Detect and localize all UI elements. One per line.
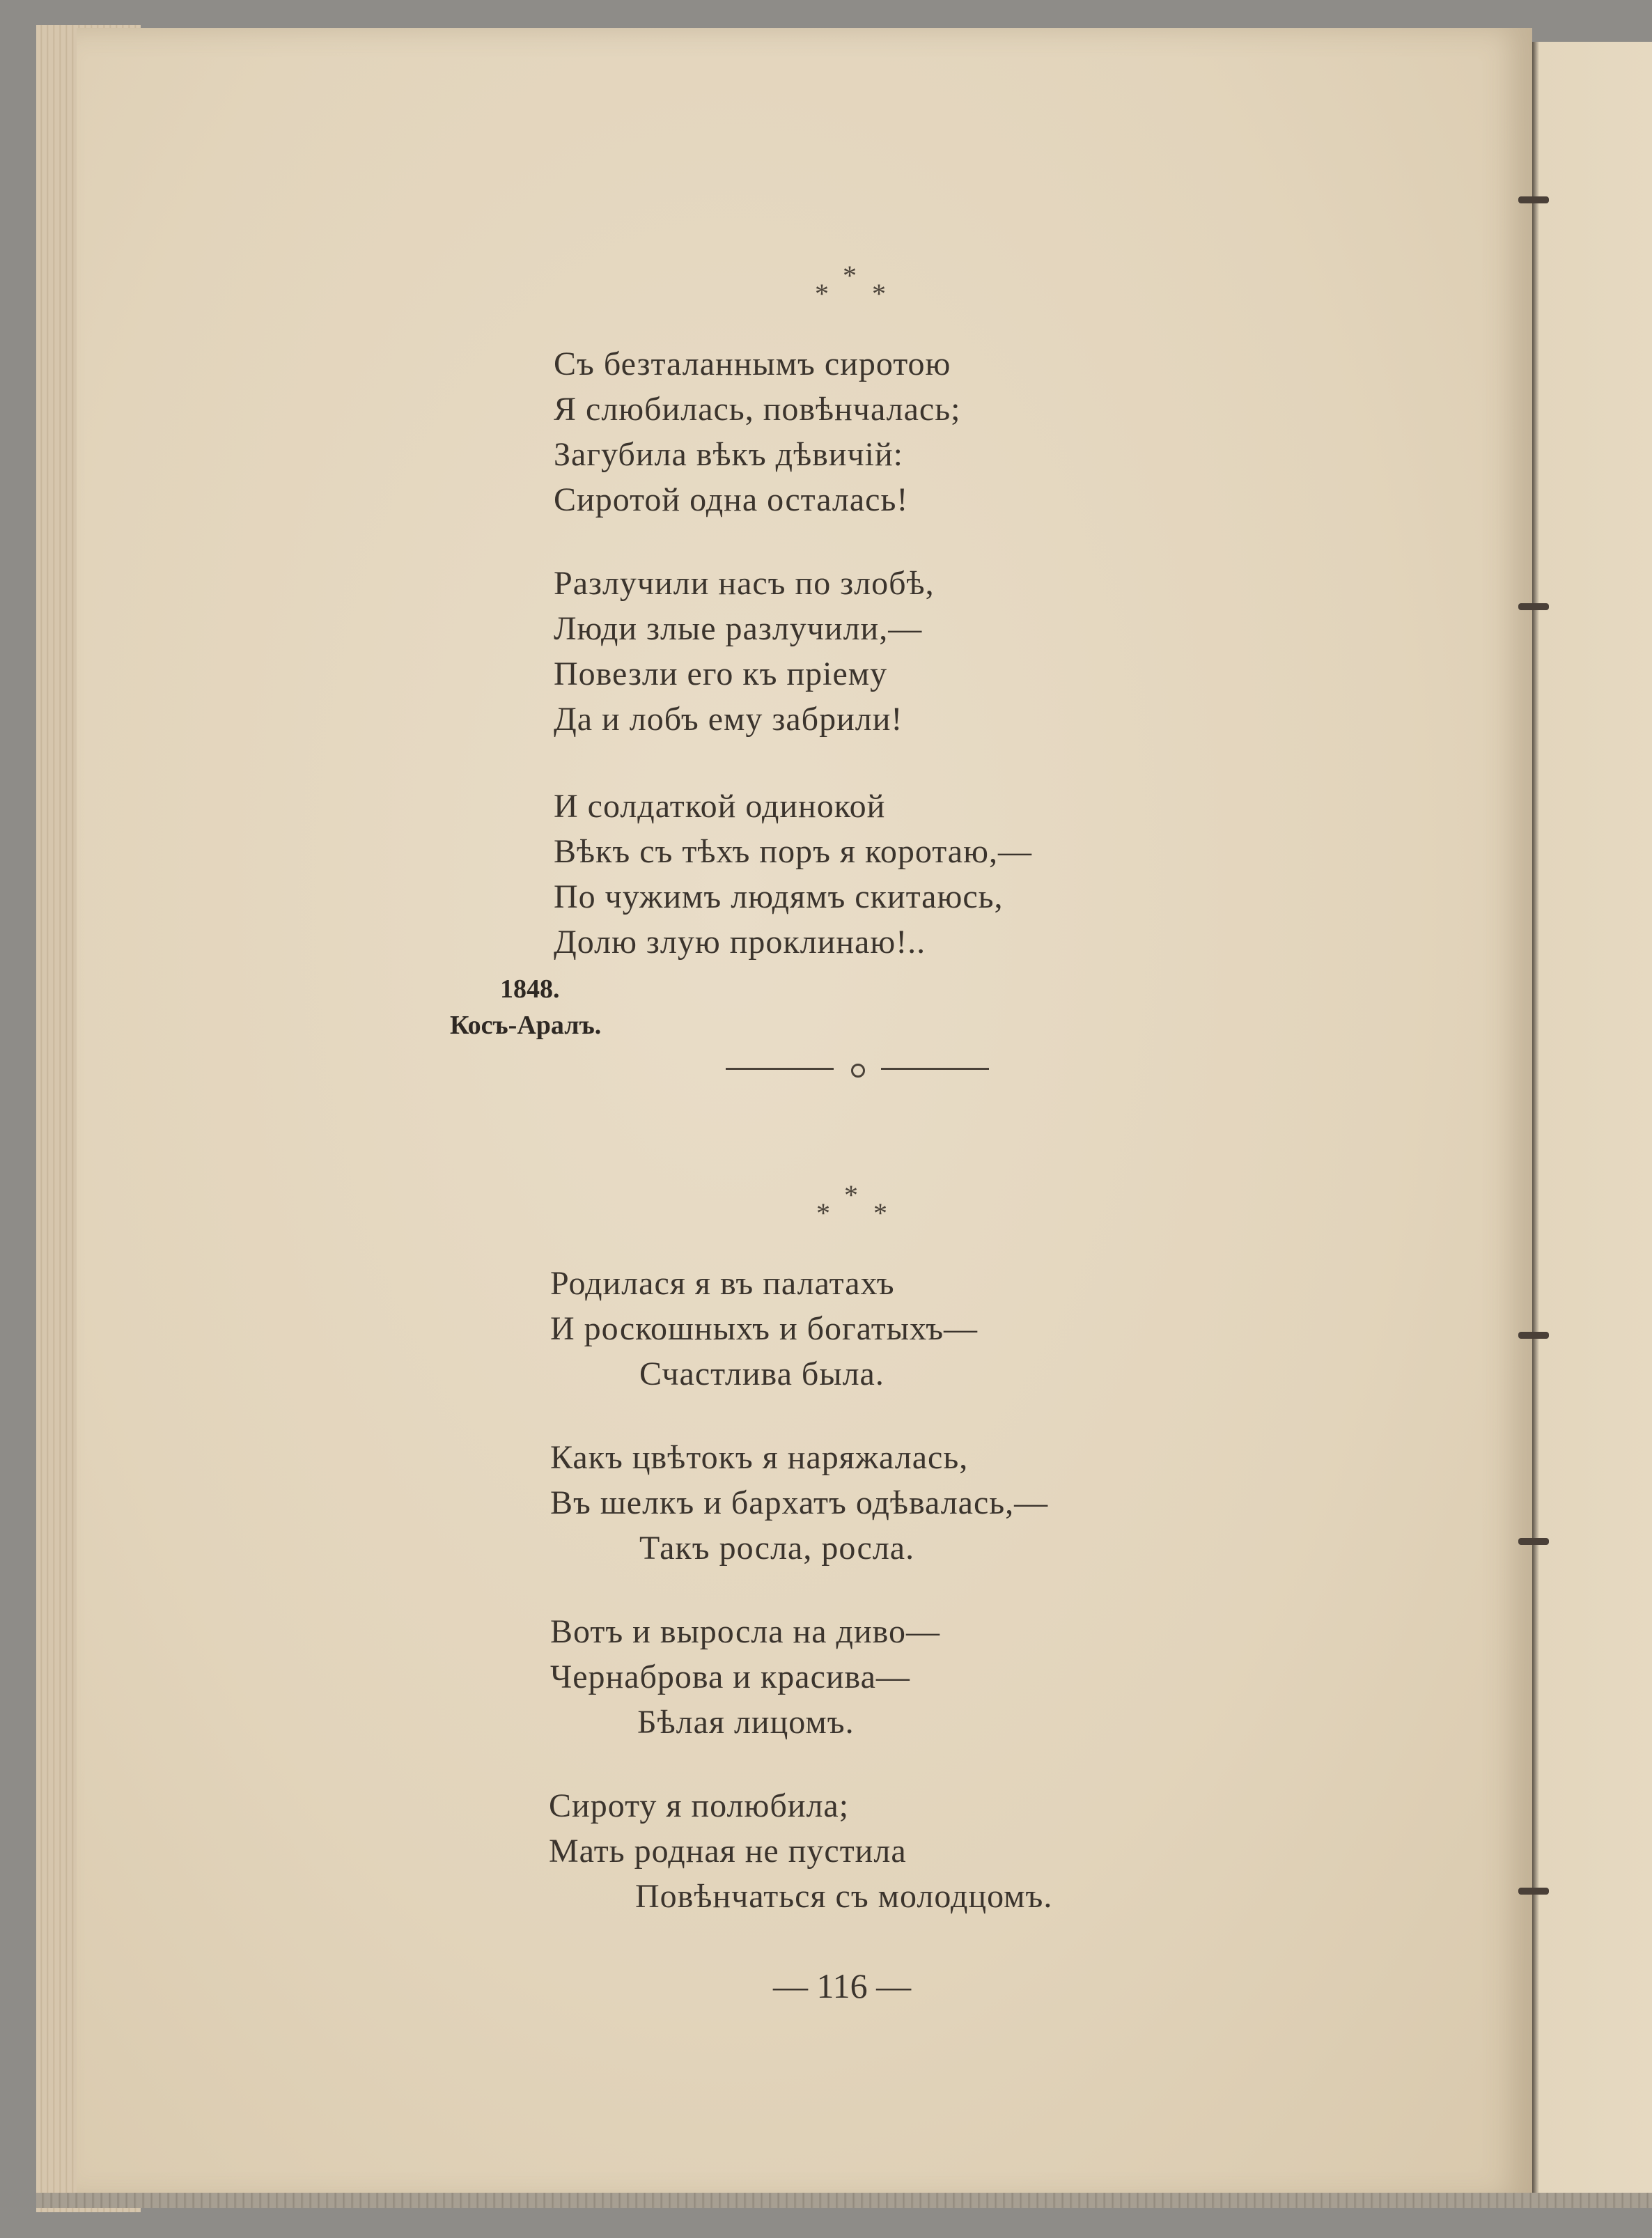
poem-line: По чужимъ людямъ скитаюсь, bbox=[554, 878, 1004, 915]
poem-line: Вотъ и выросла на диво— bbox=[550, 1613, 940, 1650]
binding-clip bbox=[1518, 1538, 1549, 1545]
poem-line: Повезли его къ пріему bbox=[554, 655, 888, 692]
asterism-star: * bbox=[815, 278, 829, 309]
poem-line: Мать родная не пустила bbox=[549, 1833, 907, 1870]
section-divider-left bbox=[726, 1068, 834, 1070]
poem-line: Загубила вѣкъ дѣвичій: bbox=[554, 436, 903, 473]
poem-line: Я слюбилась, повѣнчалась; bbox=[554, 391, 961, 428]
poem-date: 1848. bbox=[500, 974, 560, 1004]
page-number: — 116 — bbox=[773, 1966, 912, 2005]
asterism-star: * bbox=[872, 278, 886, 309]
binding-clip bbox=[1518, 196, 1549, 203]
poem-line: Да и лобъ ему забрили! bbox=[554, 701, 903, 738]
asterism-star: * bbox=[844, 1179, 858, 1211]
poem-line: Въ шелкъ и бархатъ одѣвалась,— bbox=[550, 1484, 1049, 1521]
section-divider-circle bbox=[851, 1064, 865, 1078]
poem-line: Съ безталаннымъ сиротою bbox=[554, 345, 951, 382]
asterism-star: * bbox=[843, 260, 857, 291]
poem-line: Чернаброва и красива— bbox=[550, 1658, 910, 1695]
facing-page-edge bbox=[1532, 42, 1652, 2208]
poem-line-indented: Повѣнчаться съ молодцомъ. bbox=[635, 1878, 1053, 1915]
poem-line-indented: Бѣлая лицомъ. bbox=[637, 1704, 855, 1741]
poem-line: И солдаткой одинокой bbox=[554, 788, 886, 825]
poem-line: Какъ цвѣтокъ я наряжалась, bbox=[550, 1439, 969, 1476]
poem-line-indented: Счастлива была. bbox=[639, 1355, 885, 1392]
poem-line: Родилася я въ палатахъ bbox=[550, 1265, 895, 1302]
section-divider-right bbox=[881, 1068, 989, 1070]
poem-line: Разлучили насъ по злобѣ, bbox=[554, 565, 935, 602]
poem-line: Долю злую проклинаю!.. bbox=[554, 924, 926, 961]
asterism-star: * bbox=[873, 1197, 887, 1229]
binding-clip bbox=[1518, 1332, 1549, 1339]
binding-clip bbox=[1518, 603, 1549, 610]
binding-clip bbox=[1518, 1888, 1549, 1895]
poem-line: И роскошныхъ и богатыхъ— bbox=[550, 1310, 979, 1347]
asterism-ornament bbox=[816, 1179, 893, 1227]
poem-line-indented: Такъ росла, росла. bbox=[639, 1530, 915, 1567]
poem-line: Люди злые разлучили,— bbox=[554, 610, 923, 647]
poem-line: Сиротой одна осталась! bbox=[554, 481, 909, 518]
poem-line: Вѣкъ съ тѣхъ поръ я коротаю,— bbox=[554, 833, 1032, 870]
asterism-ornament bbox=[815, 259, 891, 308]
page-stack-bottom bbox=[36, 2193, 1652, 2208]
poem-place: Косъ-Аралъ. bbox=[450, 1011, 602, 1040]
asterism-star: * bbox=[816, 1197, 830, 1229]
poem-line: Сироту я полюбила; bbox=[549, 1787, 850, 1824]
